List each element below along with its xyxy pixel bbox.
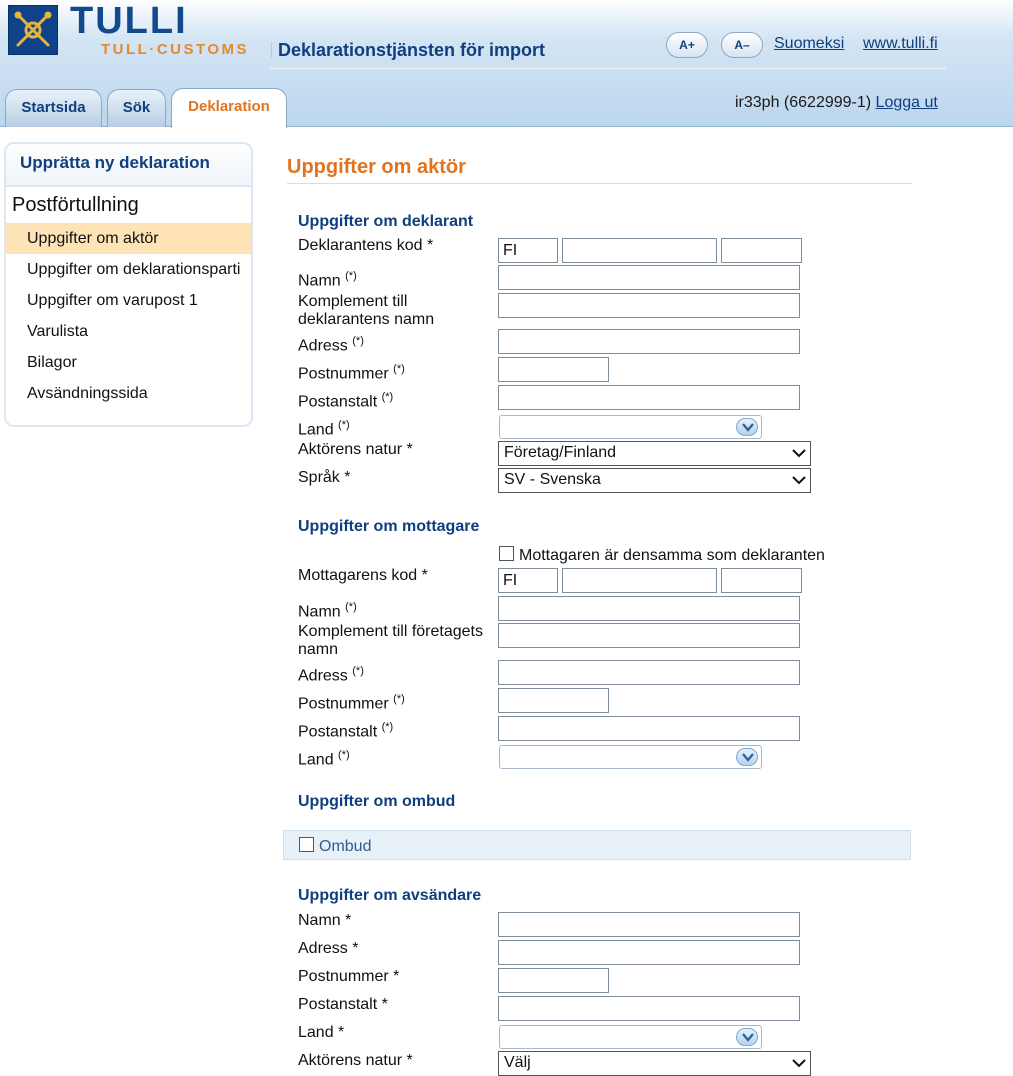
declarant-code-suffix-input[interactable] [721, 238, 802, 263]
sender-nature-label: Aktörens natur * [298, 1052, 413, 1069]
logo-separator [271, 42, 272, 58]
recipient-address-label-text: Adress [298, 667, 348, 685]
header-divider [270, 68, 946, 69]
sidebar-item-bilagor[interactable]: Bilagor [27, 354, 77, 371]
sender-address-input[interactable] [498, 940, 800, 965]
recipient-section-title: Uppgifter om mottagare [298, 518, 480, 535]
sidebar-item-aktor[interactable]: Uppgifter om aktör [6, 223, 251, 254]
declarant-language-select[interactable] [498, 468, 811, 493]
tab-sok[interactable]: Sök [107, 89, 166, 127]
chevron-down-icon[interactable] [736, 418, 758, 436]
recipient-complement-input[interactable] [498, 623, 800, 648]
declarant-nature-value: Företag/Finland [504, 444, 617, 461]
conditional-mark: (*) [352, 665, 364, 677]
title-divider [287, 183, 912, 184]
recipient-postoffice-input[interactable] [498, 716, 800, 741]
declarant-address-label-text: Adress [298, 337, 348, 355]
declarant-country-select[interactable] [499, 415, 762, 439]
recipient-name-label-text: Namn [298, 603, 341, 621]
declarant-name-input[interactable] [498, 265, 800, 290]
font-increase-button[interactable]: A+ [666, 32, 708, 58]
recipient-code-suffix-input[interactable] [721, 568, 802, 593]
sidebar [4, 142, 253, 427]
declarant-language-value: SV - Svenska [504, 471, 601, 488]
agent-checkbox[interactable] [299, 837, 314, 852]
sender-postcode-input[interactable] [498, 968, 609, 993]
agent-section-title: Uppgifter om ombud [298, 793, 456, 810]
declarant-complement-input[interactable] [498, 293, 800, 318]
declarant-complement-label-line2: deklarantens namn [298, 311, 435, 328]
tab-startsida[interactable]: Startsida [5, 89, 102, 127]
chevron-down-icon [792, 1059, 806, 1068]
conditional-mark: (*) [393, 693, 405, 705]
sender-address-label: Adress * [298, 940, 359, 957]
recipient-address-input[interactable] [498, 660, 800, 685]
declarant-address-label [298, 332, 364, 355]
recipient-postoffice-label-text: Postanstalt [298, 723, 378, 741]
declarant-name-label [298, 267, 357, 290]
font-decrease-button[interactable]: A– [721, 32, 763, 58]
recipient-country-select[interactable] [499, 745, 762, 769]
sidebar-item-varupost[interactable]: Uppgifter om varupost 1 [27, 292, 198, 309]
new-declaration-link[interactable]: Upprätta ny deklaration [6, 144, 251, 187]
user-id: ir33ph (6622999-1) [735, 94, 872, 111]
logout-link[interactable]: Logga ut [875, 94, 938, 111]
declarant-language-label: Språk * [298, 469, 351, 486]
declarant-code-number-input[interactable] [562, 238, 717, 263]
conditional-mark: (*) [338, 749, 350, 761]
sender-country-select[interactable] [499, 1025, 762, 1049]
agent-checkbox-label[interactable]: Ombud [319, 838, 372, 855]
recipient-complement-label-line2: namn [298, 641, 339, 658]
conditional-mark: (*) [338, 419, 350, 431]
declarant-postoffice-label-text: Postanstalt [298, 393, 378, 411]
chevron-down-icon [792, 476, 806, 485]
same-as-declarant-label: Mottagaren är densamma som deklaranten [519, 547, 825, 564]
recipient-code-number-input[interactable] [562, 568, 717, 593]
chevron-down-icon [792, 449, 806, 458]
sender-postcode-label: Postnummer * [298, 968, 400, 985]
sidebar-item-deklarationsparti[interactable]: Uppgifter om deklarationsparti [27, 261, 241, 278]
recipient-complement-label-line1: Komplement till företagets [298, 623, 483, 640]
sidebar-heading: Postförtullning [12, 194, 139, 216]
declarant-section-title: Uppgifter om deklarant [298, 213, 474, 230]
declarant-postcode-label [298, 360, 405, 383]
recipient-code-label: Mottagarens kod * [298, 567, 428, 584]
declarant-complement-label-line1: Komplement till [298, 293, 408, 310]
recipient-postcode-label-text: Postnummer [298, 695, 389, 713]
declarant-code-label: Deklarantens kod * [298, 237, 434, 254]
declarant-country-label [298, 416, 350, 439]
declarant-postcode-label-text: Postnummer [298, 365, 389, 383]
declarant-name-label-text: Namn [298, 272, 341, 290]
recipient-postcode-label [298, 690, 405, 713]
chevron-down-icon[interactable] [736, 1028, 758, 1046]
declarant-country-label-text: Land [298, 421, 334, 439]
recipient-country-label [298, 746, 350, 769]
logo-subtitle: TULL·CUSTOMS [101, 41, 250, 58]
chevron-down-icon[interactable] [736, 748, 758, 766]
sender-nature-select[interactable] [498, 1051, 811, 1076]
sidebar-item-varulista[interactable]: Varulista [27, 323, 89, 340]
declarant-code-country-input[interactable] [498, 238, 558, 263]
conditional-mark: (*) [381, 391, 394, 403]
conditional-mark: (*) [381, 721, 394, 733]
sidebar-item-avsandningssida[interactable]: Avsändningssida [27, 385, 148, 402]
sender-postoffice-input[interactable] [498, 996, 800, 1021]
declarant-nature-select[interactable] [498, 441, 811, 466]
tab-deklaration[interactable]: Deklaration [171, 88, 287, 128]
page-title: Uppgifter om aktör [287, 156, 466, 178]
conditional-mark: (*) [345, 270, 357, 282]
sender-nature-value: Välj [504, 1054, 531, 1071]
recipient-postcode-input[interactable] [498, 688, 609, 713]
recipient-name-input[interactable] [498, 596, 800, 621]
declarant-address-input[interactable] [498, 329, 800, 354]
language-link[interactable]: Suomeksi [774, 35, 845, 52]
same-as-declarant-checkbox[interactable] [499, 546, 514, 561]
header [0, 0, 1013, 127]
recipient-address-label [298, 662, 364, 685]
user-info [735, 94, 938, 112]
sender-postoffice-label: Postanstalt * [298, 996, 388, 1013]
sender-name-label: Namn * [298, 912, 352, 929]
declarant-complement-label [298, 293, 434, 329]
recipient-name-label [298, 598, 357, 621]
recipient-code-country-input[interactable] [498, 568, 558, 593]
sender-name-input[interactable] [498, 912, 800, 937]
conditional-mark: (*) [393, 363, 405, 375]
conditional-mark: (*) [345, 601, 357, 613]
agent-bar [283, 830, 911, 860]
declarant-postoffice-input[interactable] [498, 385, 800, 410]
recipient-complement-label [298, 623, 483, 659]
customs-emblem-icon[interactable] [8, 5, 58, 55]
sender-section-title: Uppgifter om avsändare [298, 887, 482, 904]
recipient-country-label-text: Land [298, 751, 334, 769]
recipient-postoffice-label [298, 718, 393, 741]
declarant-postcode-input[interactable] [498, 357, 609, 382]
conditional-mark: (*) [352, 335, 364, 347]
declarant-postoffice-label [298, 388, 393, 411]
site-link[interactable]: www.tulli.fi [863, 35, 938, 52]
sender-country-label: Land * [298, 1024, 345, 1041]
service-title: Deklarationstjänsten för import [278, 40, 546, 60]
declarant-nature-label: Aktörens natur * [298, 441, 413, 458]
logo-text[interactable]: TULLI [70, 0, 188, 42]
